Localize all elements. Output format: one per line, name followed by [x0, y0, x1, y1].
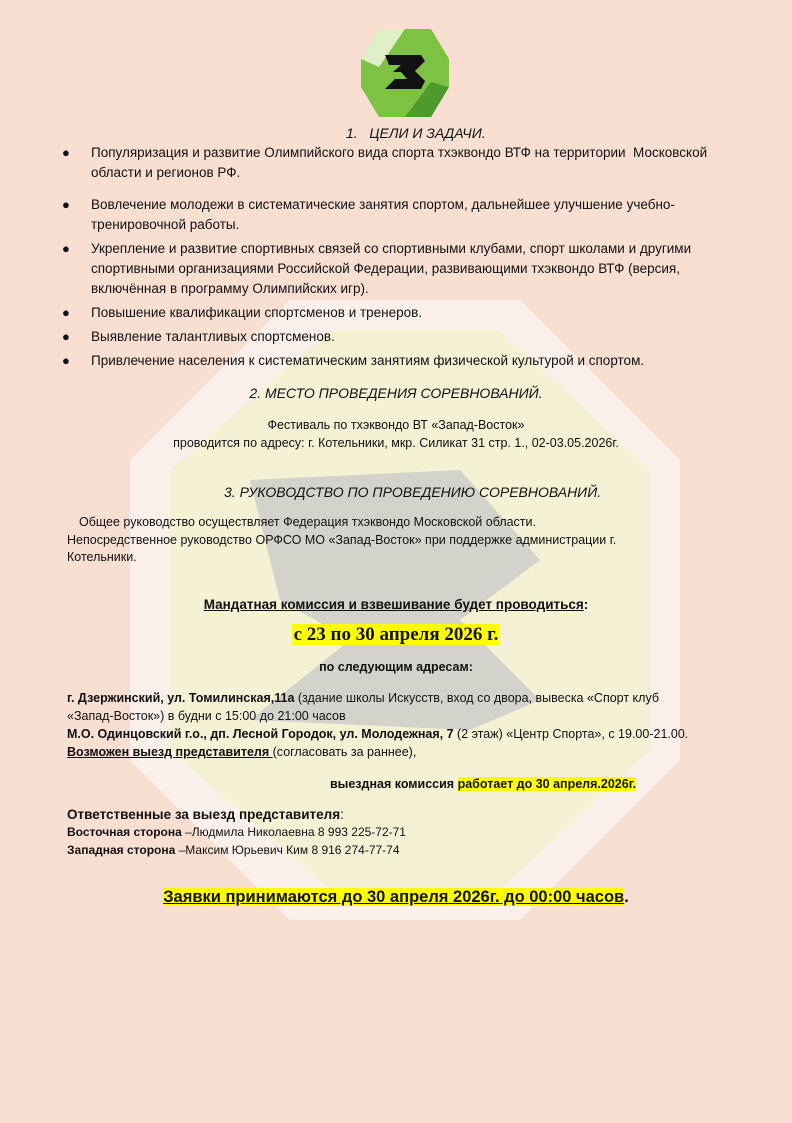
deadline-notice: Заявки принимаются до 30 апреля 2026г. до 00:00 часов. — [163, 888, 629, 906]
address-1: г. Дзержинский, ул. Томилинская,11а (здание школы Искусств, вход со двора, вывеска «Спорт клуб — [67, 691, 660, 705]
list-item: ● Привлечение населения к систематическим занятиям физической культурой и спортом. — [62, 351, 742, 371]
commission-dates: с 23 по 30 апреля 2026 г. — [293, 624, 499, 645]
list-item: ● Повышение квалификации спортсменов и тренеров. — [62, 303, 742, 323]
management-line-3: Котельники. — [67, 550, 137, 564]
bullet-icon: ● — [62, 145, 70, 160]
bullet-icon: ● — [62, 241, 70, 256]
addresses-label: по следующим адресам: — [319, 660, 473, 674]
list-item: ● Вовлечение молодежи в систематические занятия спортом, дальнейшее улучшение учебно-тренировочной работы. — [62, 197, 675, 232]
list-item: ● Укрепление и развитие спортивных связей со спортивными клубами, спорт школами и другими спортивными организациями Российской Федерации, развивающими тхэквондо ВТФ (версия, включённая в программу Олимпийских игр). — [62, 241, 692, 296]
commission-dates-wrap — [0, 624, 792, 646]
bullet-icon: ● — [62, 329, 70, 344]
section-goals-title: 1. ЦЕЛИ И ЗАДАЧИ. — [346, 125, 486, 141]
list-item: ● Выявление талантливых спортсменов. — [62, 327, 742, 347]
visit-commission: выездная комиссия работает до 30 апреля.2026г. — [330, 777, 637, 791]
bullet-icon: ● — [62, 353, 70, 368]
section-venue-title: 2. МЕСТО ПРОВЕДЕНИЯ СОРЕВНОВАНИЙ. — [249, 385, 543, 401]
visit-note: Возможен выезд представителя (согласовать за раннее), — [67, 745, 417, 759]
venue-line-1: Фестиваль по тхэквондо ВТ «Запад-Восток» — [267, 418, 525, 432]
address-1-line-2: «Запад-Восток») в будни с 15:00 до 21:00 часов — [67, 709, 346, 723]
commission-heading: Мандатная комиссия и взвешивание будет проводиться: — [203, 597, 589, 612]
contact-west: Западная сторона –Максим Юрьевич Ким 8 916 274-77-74 — [67, 843, 400, 857]
management-line-2: Непосредственное руководство ОРФСО МО «Запад-Восток» при поддержке администрации г. — [67, 533, 617, 547]
address-2: М.О. Одинцовский г.о., дп. Лесной Городок, ул. Молодежная, 7 (2 этаж) «Центр Спорта», с 19.00-21.00. — [67, 727, 689, 741]
zapad-vostok-logo — [359, 27, 451, 119]
list-item: ● Популяризация и развитие Олимпийского вида спорта тхэквондо ВТФ на территории Московской области и регионов РФ. — [62, 145, 708, 180]
goals-list — [62, 143, 742, 375]
section-management-title: 3. РУКОВОДСТВО ПО ПРОВЕДЕНИЮ СОРЕВНОВАНИЙ. — [224, 484, 602, 500]
contacts-title: Ответственные за выезд представителя: — [67, 807, 344, 822]
bullet-icon: ● — [62, 197, 70, 212]
contact-east: Восточная сторона –Людмила Николаевна 8 993 225-72-71 — [67, 825, 406, 839]
management-line-1: Общее руководство осуществляет Федерация тхэквондо Московской области. — [79, 515, 536, 529]
bullet-icon: ● — [62, 305, 70, 320]
venue-line-2: проводится по адресу: г. Котельники, мкр. Силикат 31 стр. 1., 02-03.05.2026г. — [173, 436, 619, 450]
